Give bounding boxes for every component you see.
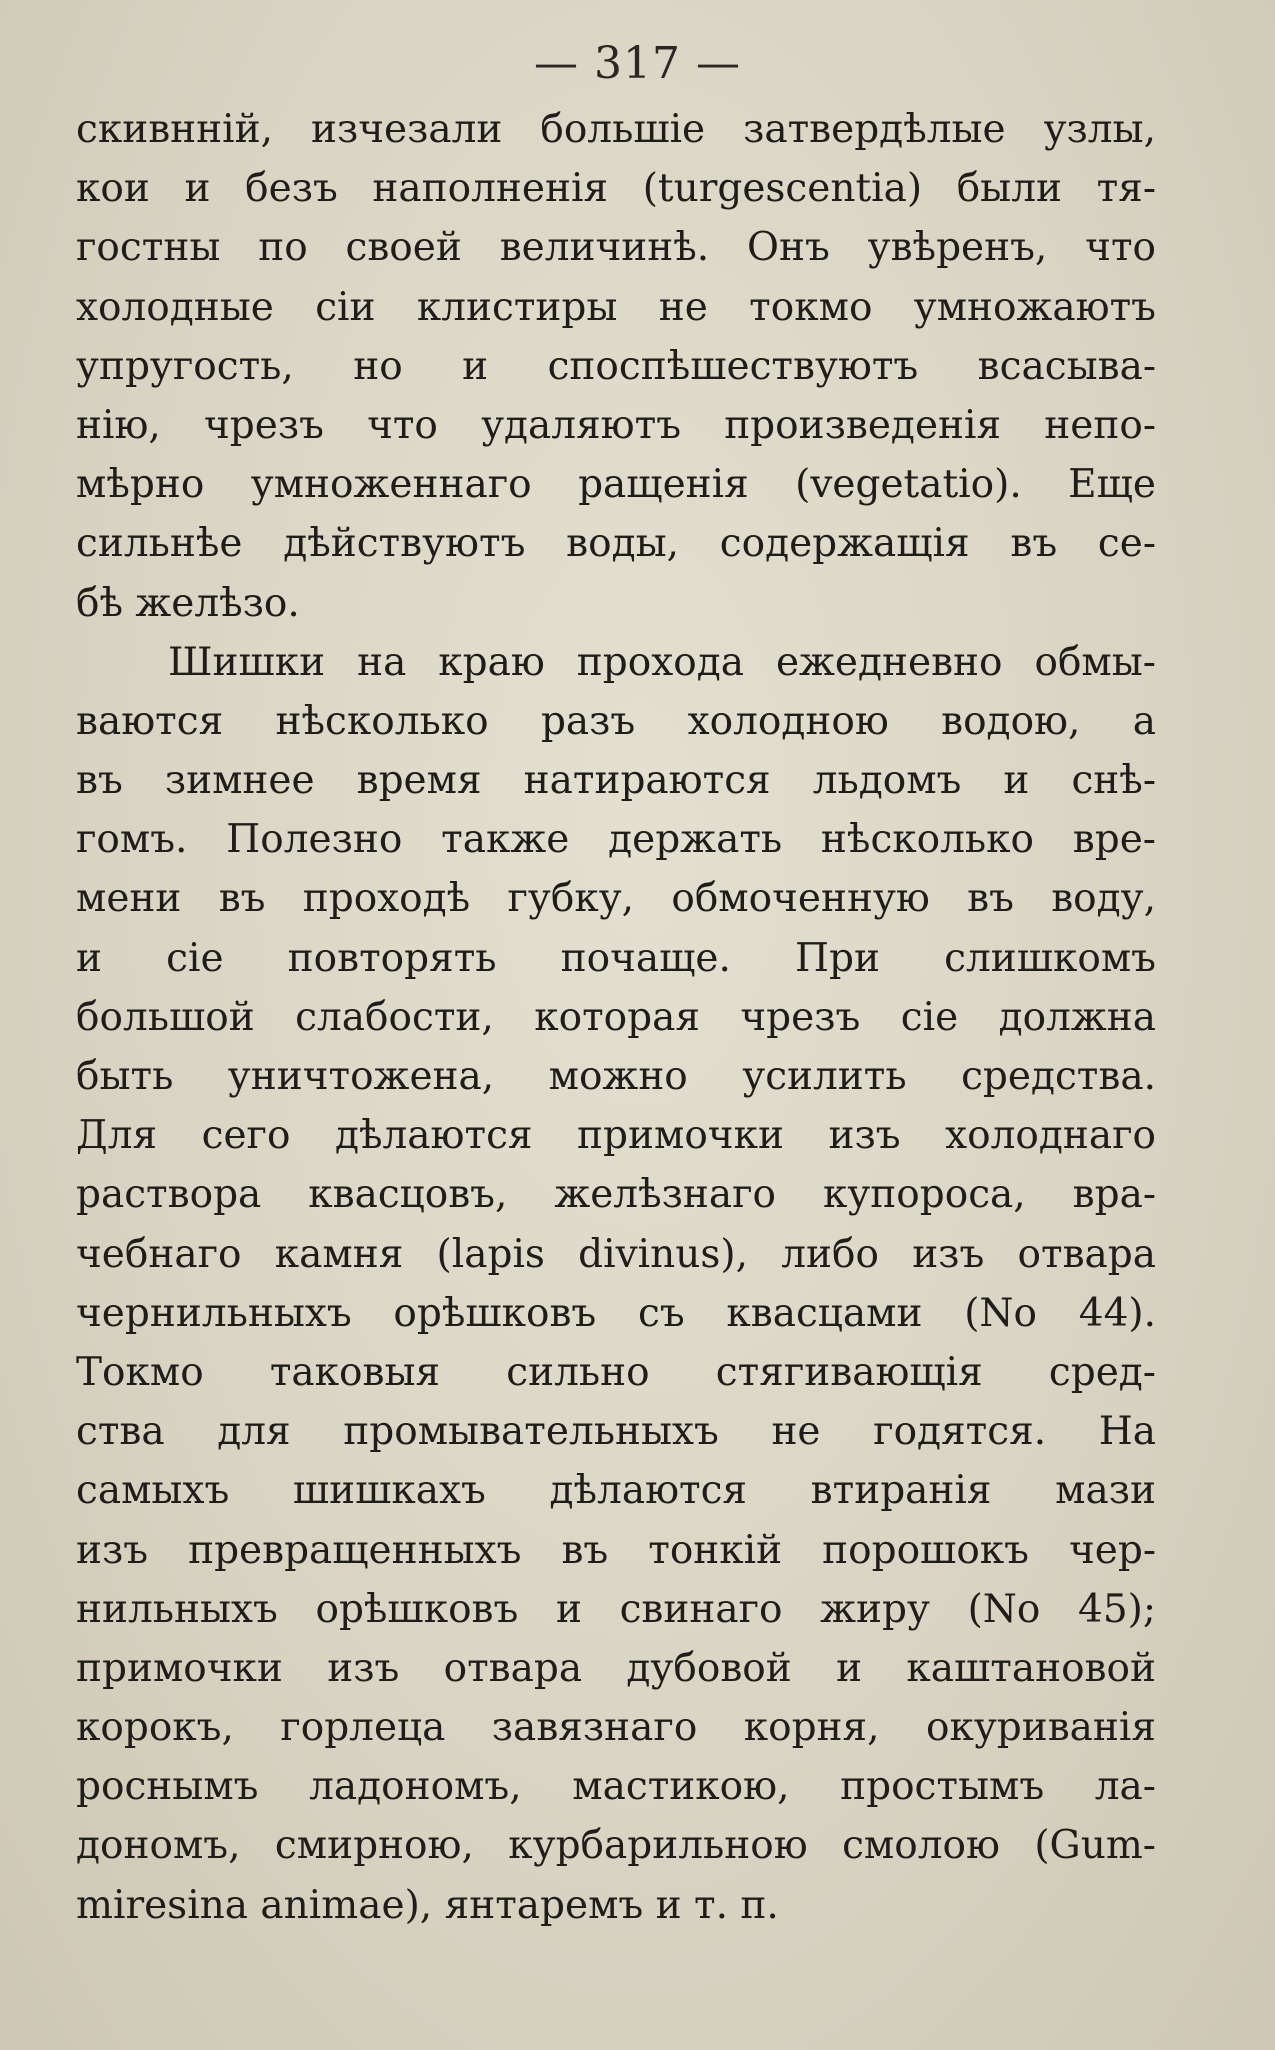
text-line: корокъ, горлеца завязнаго корня, окуриванія: [76, 1705, 1156, 1751]
text-line: гомъ. Полезно также держать нѣсколько вре-: [76, 817, 1156, 863]
text-line: сильнѣе дѣйствуютъ воды, содержащія въ се-: [76, 521, 1156, 567]
text-line: въ зимнее время натираются льдомъ и снѣ-: [76, 758, 1156, 804]
text-line: чернильныхъ орѣшковъ съ квасцами (No 44).: [76, 1290, 1156, 1336]
page-number: — 317 —: [534, 38, 741, 89]
text-line: холодные сіи клистиры не токмо умножаютъ: [76, 284, 1156, 330]
text-line: примочки изъ отвара дубовой и каштановой: [76, 1645, 1156, 1691]
text-line: Шишки на краю прохода ежедневно обмы-: [168, 639, 1156, 685]
text-line: бѣ желѣзо.: [76, 580, 300, 626]
text-line: Для сего дѣлаются примочки изъ холоднаго: [76, 1113, 1156, 1159]
text-line: мени въ проходѣ губку, обмоченную въ воду,: [76, 876, 1156, 922]
text-line: быть уничтожена, можно усилить средства.: [76, 1054, 1156, 1099]
text-line: ваются нѣсколько разъ холодною водою, а: [76, 698, 1156, 744]
text-line: Токмо таковыя сильно стягивающія сред-: [76, 1349, 1156, 1395]
paragraph-1: [76, 100, 1156, 633]
text-line: упругость, но и споспѣшествуютъ всасыва-: [76, 343, 1156, 389]
text-line: раствора квасцовъ, желѣзнаго купороса, вра-: [76, 1172, 1156, 1218]
paragraph-2: [76, 633, 1156, 1935]
text-line: гостны по своей величинѣ. Онъ увѣренъ, что: [76, 225, 1156, 271]
text-line: нильныхъ орѣшковъ и свинаго жиру (No 45);: [76, 1586, 1156, 1632]
text-line: скивнній, изчезали большіе затвердѣлые узлы,: [76, 107, 1156, 152]
text-line: нію, чрезъ что удаляютъ произведенія непо-: [76, 402, 1156, 448]
text-line: мѣрно умноженнаго ращенія (vegetatio). Еще: [76, 462, 1156, 508]
text-line: кои и безъ наполненія (turgescentia) были тя-: [76, 166, 1156, 212]
text-line: ства для промывательныхъ не годятся. На: [76, 1409, 1156, 1455]
text-line: роснымъ ладономъ, мастикою, простымъ ла-: [76, 1764, 1156, 1810]
text-line: самыхъ шишкахъ дѣлаются втиранія мази: [76, 1468, 1156, 1514]
text-line: чебнаго камня (lapis divinus), либо изъ отвара: [76, 1231, 1156, 1277]
text-line: изъ превращенныхъ въ тонкій порошокъ чер-: [76, 1527, 1156, 1573]
text-line: большой слабости, которая чрезъ сіе должна: [76, 994, 1156, 1040]
text-line: дономъ, смирною, курбарильною смолою (Gum-: [76, 1823, 1156, 1869]
body-text: [76, 100, 1156, 1935]
text-line: и сіе повторять почаще. При слишкомъ: [76, 935, 1156, 981]
text-line: miresina animae), янтаремъ и т. п.: [76, 1882, 779, 1928]
